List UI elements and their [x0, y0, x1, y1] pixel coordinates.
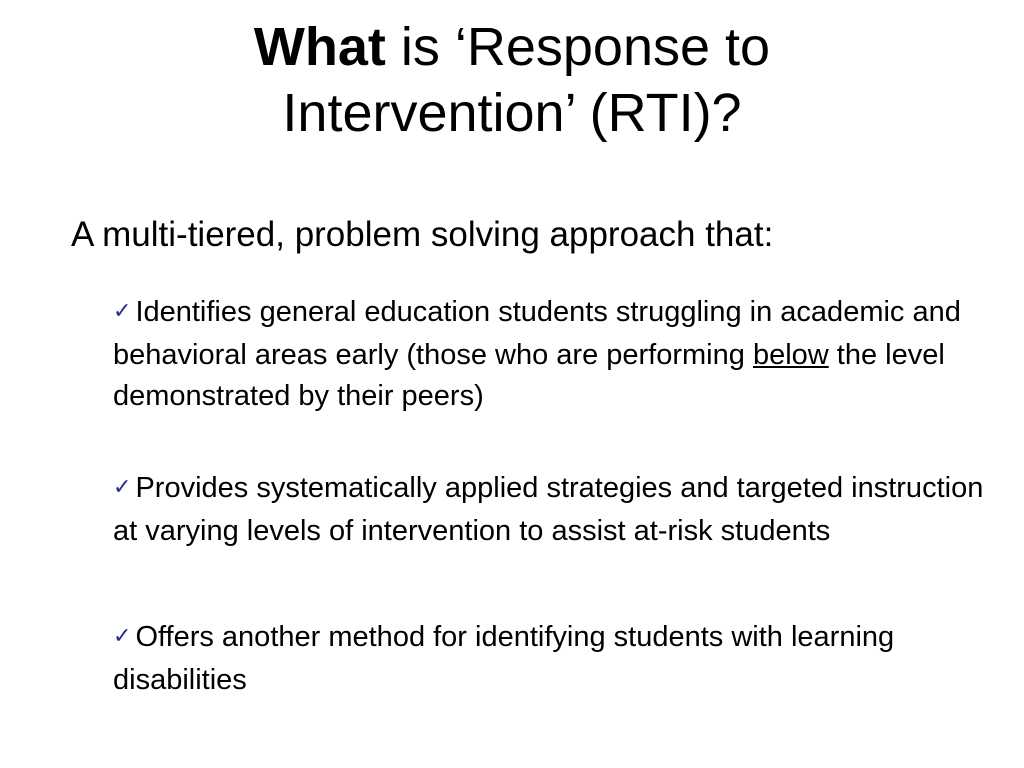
intro-text: A multi-tiered, problem solving approach that: [71, 215, 774, 254]
bullet-text: Provides systematically applied strategies and targeted instruction at varying levels of intervention to assist at-risk students [113, 472, 984, 547]
bullet-text: Offers another method for identifying students with learning disabilities [113, 621, 895, 696]
bullet-item [113, 292, 1013, 417]
bullet-text-part2: the level demonstrated by their peers) [113, 339, 945, 412]
check-icon: ✓ [113, 299, 132, 324]
bullet-item [113, 468, 1013, 552]
check-icon: ✓ [113, 475, 132, 500]
bullet-text-part1: Identifies general education students struggling in academic and behavioral areas early (those who are performing [113, 296, 961, 371]
bullet-item [113, 617, 1013, 701]
title-text-line1: is ‘Response to [385, 17, 771, 77]
bullet-text-underlined: below [752, 339, 829, 371]
check-icon: ✓ [113, 624, 132, 649]
slide-title [0, 14, 1024, 146]
title-emphasis: What [253, 17, 386, 77]
title-text-line2: Intervention’ (RTI)? [282, 83, 742, 143]
